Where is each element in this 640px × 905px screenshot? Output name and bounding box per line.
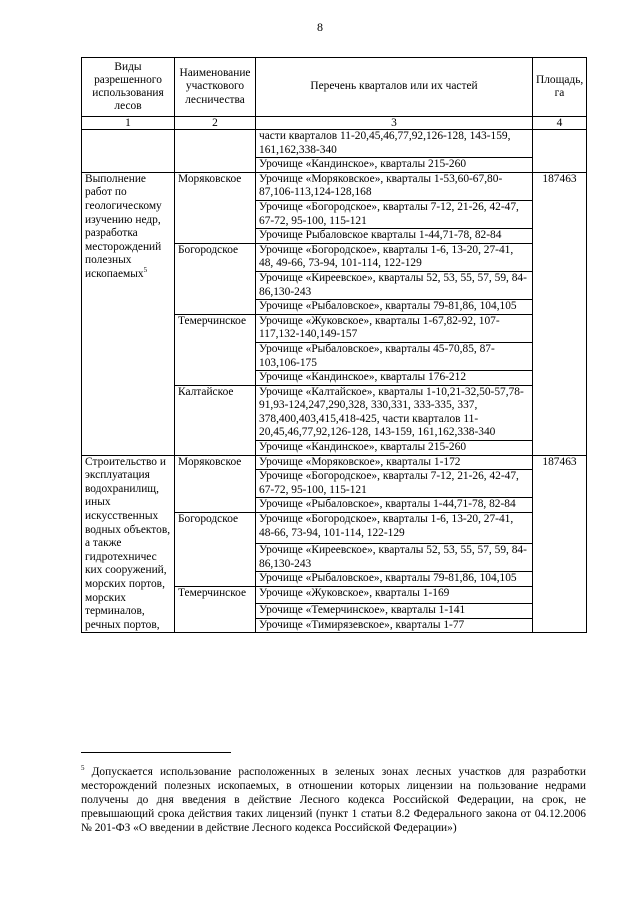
quarters-cell: Урочище «Рыбаловское», кварталы 79-81,86, 104,105 <box>256 572 533 587</box>
use-type-cell: Выполнение работ по геологическому изучению недр, разработка месторождений полезных ископаемых$^5$ <box>82 172 175 314</box>
footnote-marker: 5 <box>81 764 85 773</box>
quarters-cell: Урочище «Рыбаловское», кварталы 1-44,71-78, 82-84 <box>256 498 533 513</box>
column-number: 2 <box>175 117 256 130</box>
quarters-cell: Урочище «Жуковское», кварталы 1-169 <box>256 586 533 603</box>
footnote-divider <box>81 752 231 753</box>
use-type-cell: Строительство и эксплуатация водохранилищ, иных искусственных водных объектов, а также гидротехничес ких сооружений, морских портов, морских терминалов, речных портов, <box>82 455 175 633</box>
header-area: Площадь, га <box>533 58 587 117</box>
quarters-cell: Урочище «Тимирязевское», кварталы 1-77 <box>256 618 533 633</box>
quarters-cell: Урочище «Киреевское», кварталы 52, 53, 55, 57, 59, 84-86,130-243 <box>256 271 533 299</box>
column-number: 4 <box>533 117 587 130</box>
quarters-cell: Урочище «Богородское», кварталы 1-6, 13-20, 27-41, 48, 49-66, 73-94, 101-114, 122-129 <box>256 243 533 271</box>
area-cell: 187463 <box>533 172 587 455</box>
quarters-cell: Урочище «Богородское», кварталы 7-12, 21-26, 42-47, 67-72, 95-100, 115-121 <box>256 200 533 228</box>
quarters-cell: Урочище «Кандинское», кварталы 215-260 <box>256 441 533 456</box>
quarters-cell: Урочище «Киреевское», кварталы 52, 53, 55, 57, 59, 84-86,130-243 <box>256 544 533 572</box>
header-use-type: Виды разрешенного использования лесов <box>82 58 175 117</box>
table-row <box>82 130 587 158</box>
use-type-cell-continued <box>82 314 175 455</box>
quarters-cell: части кварталов 11-20,45,46,77,92,126-128, 143-159, 161,162,338-340 <box>256 130 533 158</box>
quarters-cell: Урочище «Кандинское», кварталы 176-212 <box>256 371 533 386</box>
quarters-cell: Урочище «Богородское», кварталы 1-6, 13-20, 27-41, 48-66, 73-94, 101-114, 122-129 <box>256 513 533 544</box>
quarters-cell: Урочище «Рыбаловское», кварталы 79-81,86, 104,105 <box>256 300 533 315</box>
column-number: 1 <box>82 117 175 130</box>
footnote-ref: 5 <box>143 266 148 275</box>
table-row <box>82 172 587 200</box>
header-row <box>82 58 587 117</box>
quarters-cell: Урочище «Моряковское», кварталы 1-172 <box>256 455 533 470</box>
district-cell: Богородское <box>175 513 256 587</box>
table-row <box>82 314 587 342</box>
header-quarters: Перечень кварталов или их частей <box>256 58 533 117</box>
area-cell: 187463 <box>533 455 587 633</box>
quarters-cell: Урочище «Моряковское», кварталы 1-53,60-67,80-87,106-113,124-128,168 <box>256 172 533 200</box>
column-number-row <box>82 117 587 130</box>
area-cell-empty <box>533 130 587 173</box>
footnote <box>81 765 586 835</box>
column-number: 3 <box>256 117 533 130</box>
quarters-cell: Урочище «Рыбаловское», кварталы 45-70,85, 87-103,106-175 <box>256 342 533 370</box>
quarters-cell: Урочище «Кандинское», кварталы 215-260 <box>256 158 533 173</box>
header-district: Наименование участкового лесничества <box>175 58 256 117</box>
district-cell: Темерчинское <box>175 586 256 633</box>
district-cell: Моряковское <box>175 172 256 243</box>
use-type-cell-empty <box>82 130 175 173</box>
quarters-cell: Урочище «Жуковское», кварталы 1-67,82-92, 107-117,132-140,149-157 <box>256 314 533 342</box>
page-number: 8 <box>317 20 323 34</box>
district-cell-empty <box>175 130 256 173</box>
quarters-cell: Урочище «Богородское», кварталы 7-12, 21-26, 42-47, 67-72, 95-100, 115-121 <box>256 470 533 498</box>
table-row <box>82 455 587 470</box>
district-cell: Темерчинское <box>175 314 256 385</box>
footnote-text: Допускается использование расположенных в зеленых зонах лесных участков для разработки месторождений полезных ископаемых, в отношении которых лицензии на пользование недрами получены до дня введения в действие Лесного кодекса Российской Федерации, на срок, не превышающий срока действия таких лицензий (пункт 1 статьи 8.2 Федерального закона от 04.12.2006 № 201-ФЗ «О введении в действие Лесного кодекса Российской Федерации») <box>81 766 586 834</box>
quarters-cell: Урочище «Калтайское», кварталы 1-10,21-32,50-57,78-91,93-124,247,290,328, 330,331, 333-335, 337, 378,400,403,415,418-425, части кварталов 11-20,45,46,77,92,126-128, 143-159, 161,162,338-340 <box>256 385 533 440</box>
district-cell: Калтайское <box>175 385 256 455</box>
district-cell: Богородское <box>175 243 256 314</box>
forest-use-table <box>81 57 587 633</box>
district-cell: Моряковское <box>175 455 256 512</box>
quarters-cell: Урочище «Темерчинское», кварталы 1-141 <box>256 604 533 619</box>
quarters-cell: Урочище Рыбаловское кварталы 1-44,71-78, 82-84 <box>256 229 533 244</box>
